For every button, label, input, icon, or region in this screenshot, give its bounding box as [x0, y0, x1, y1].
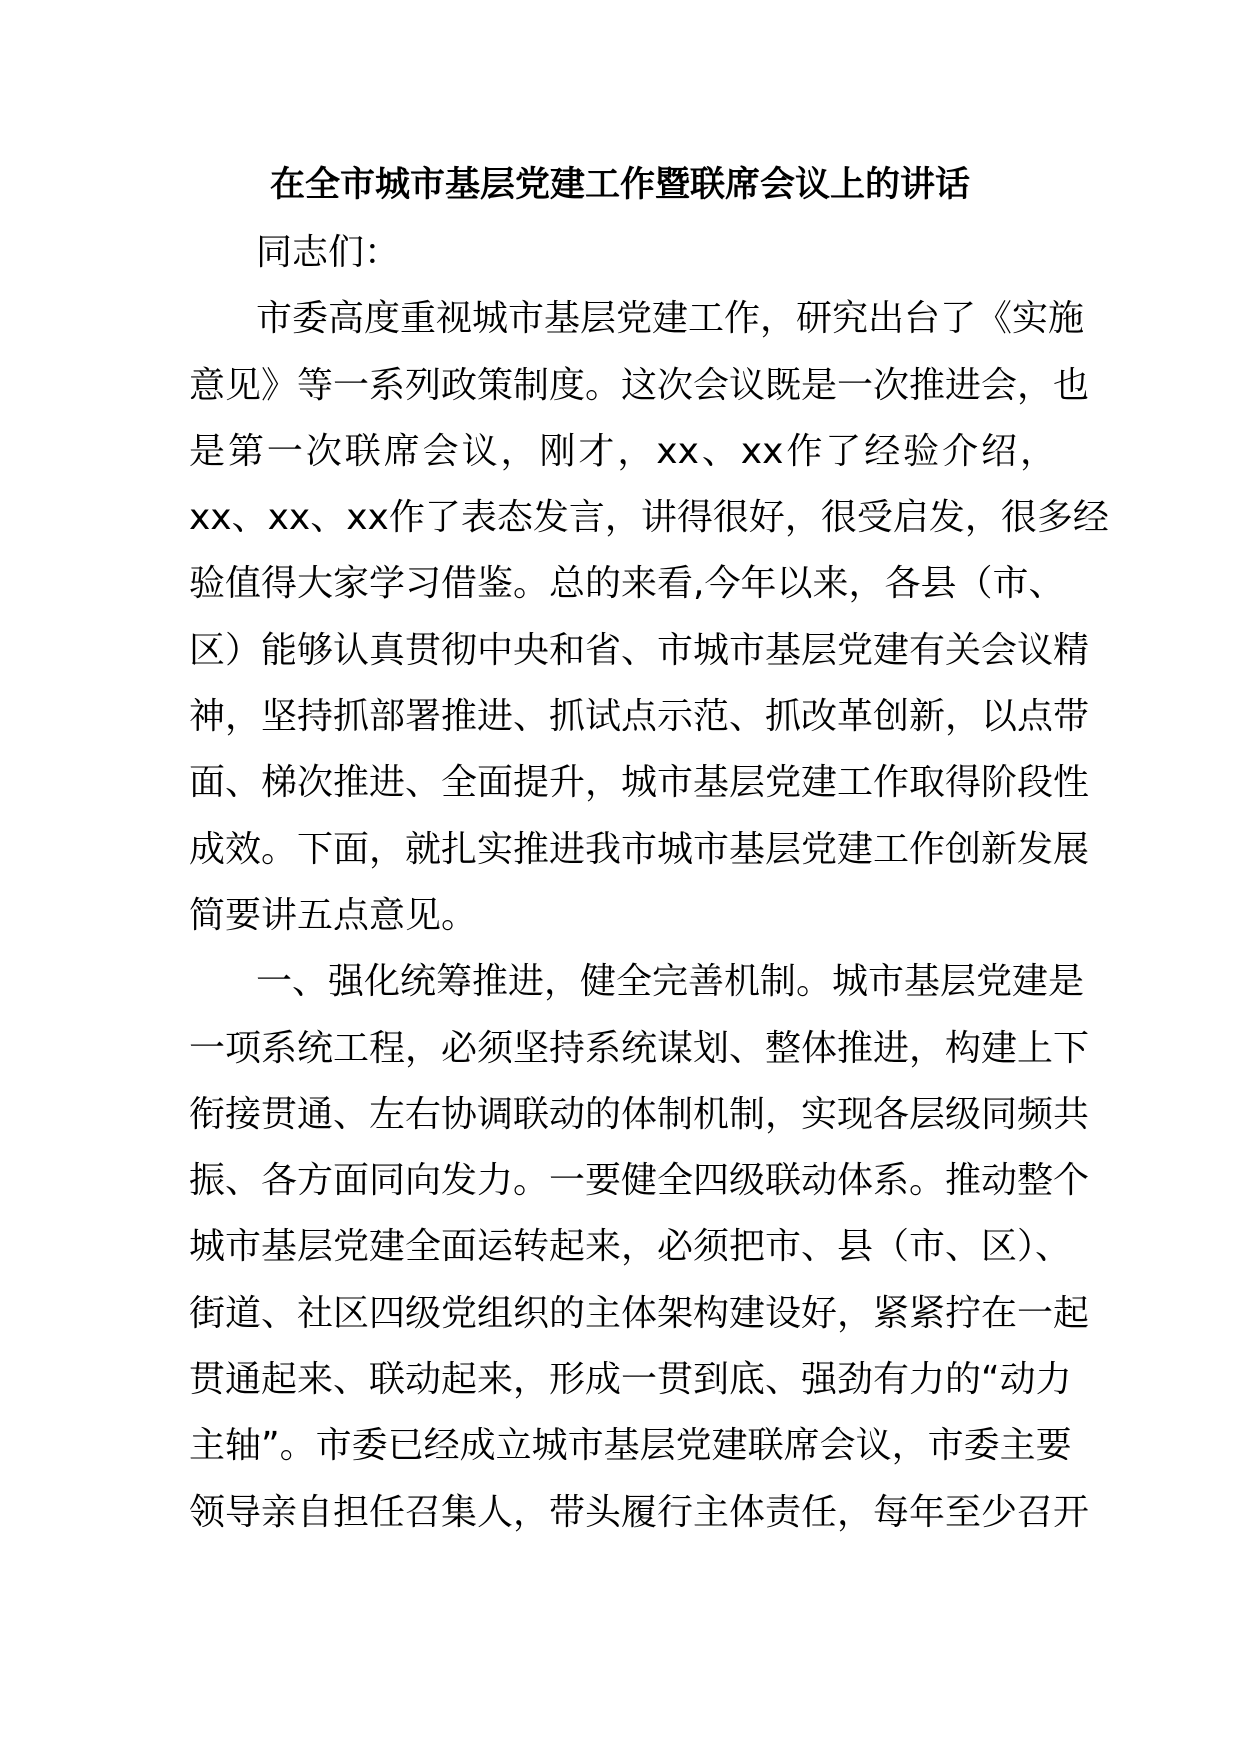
text-line: 面、梯次推进、全面提升，城市基层党建工作取得阶段性 — [189, 762, 1090, 804]
text-line: 成效。下面，就扎实推进我市城市基层党建工作创新发展 — [189, 828, 1090, 870]
text-line: 验值得大家学习借鉴。总的来看,今年以来，各县（市、 — [189, 563, 1065, 605]
text-line: 市委高度重视城市基层党建工作，研究出台了《实施 — [256, 298, 1085, 340]
text-line: 神，坚持抓部署推进、抓试点示范、抓改革创新，以点带 — [189, 696, 1090, 738]
text-line: xx、xx、xx作了表态发言，讲得很好，很受启发，很多经 — [189, 497, 1109, 539]
text-line: 街道、社区四级党组织的主体架构建设好，紧紧拧在一起 — [189, 1292, 1090, 1334]
text-line: 一、强化统筹推进，健全完善机制。城市基层党建是 — [256, 961, 1085, 1003]
document-title: 在全市城市基层党建工作暨联席会议上的讲话 — [269, 165, 970, 205]
text-line: 振、各方面同向发力。一要健全四级联动体系。推动整个 — [189, 1160, 1090, 1202]
text-line: 区）能够认真贯彻中央和省、市城市基层党建有关会议精 — [189, 629, 1090, 671]
text-line: 同志们： — [256, 232, 401, 273]
text-line: 一项系统工程，必须坚持系统谋划、整体推进，构建上下 — [189, 1027, 1090, 1069]
text-line: 城市基层党建全面运转起来，必须把市、县（市、区）、 — [189, 1226, 1072, 1268]
text-line: 简要讲五点意见。 — [189, 894, 478, 936]
text-line: 意见》等一系列政策制度。这次会议既是一次推进会，也 — [189, 364, 1090, 406]
text-line: 贯通起来、联动起来，形成一贯到底、强劲有力的“动力 — [189, 1359, 1072, 1401]
text-line: 主轴”。市委已经成立城市基层党建联席会议，市委主要 — [189, 1425, 1072, 1467]
document-body — [189, 220, 1109, 1546]
text-line: 衔接贯通、左右协调联动的体制机制，实现各层级同频共 — [189, 1093, 1090, 1135]
text-line: 领导亲自担任召集人，带头履行主体责任，每年至少召开 — [189, 1491, 1090, 1533]
text-line: 是第一次联席会议，刚才，xx、xx作了经验介绍， — [189, 430, 1056, 472]
